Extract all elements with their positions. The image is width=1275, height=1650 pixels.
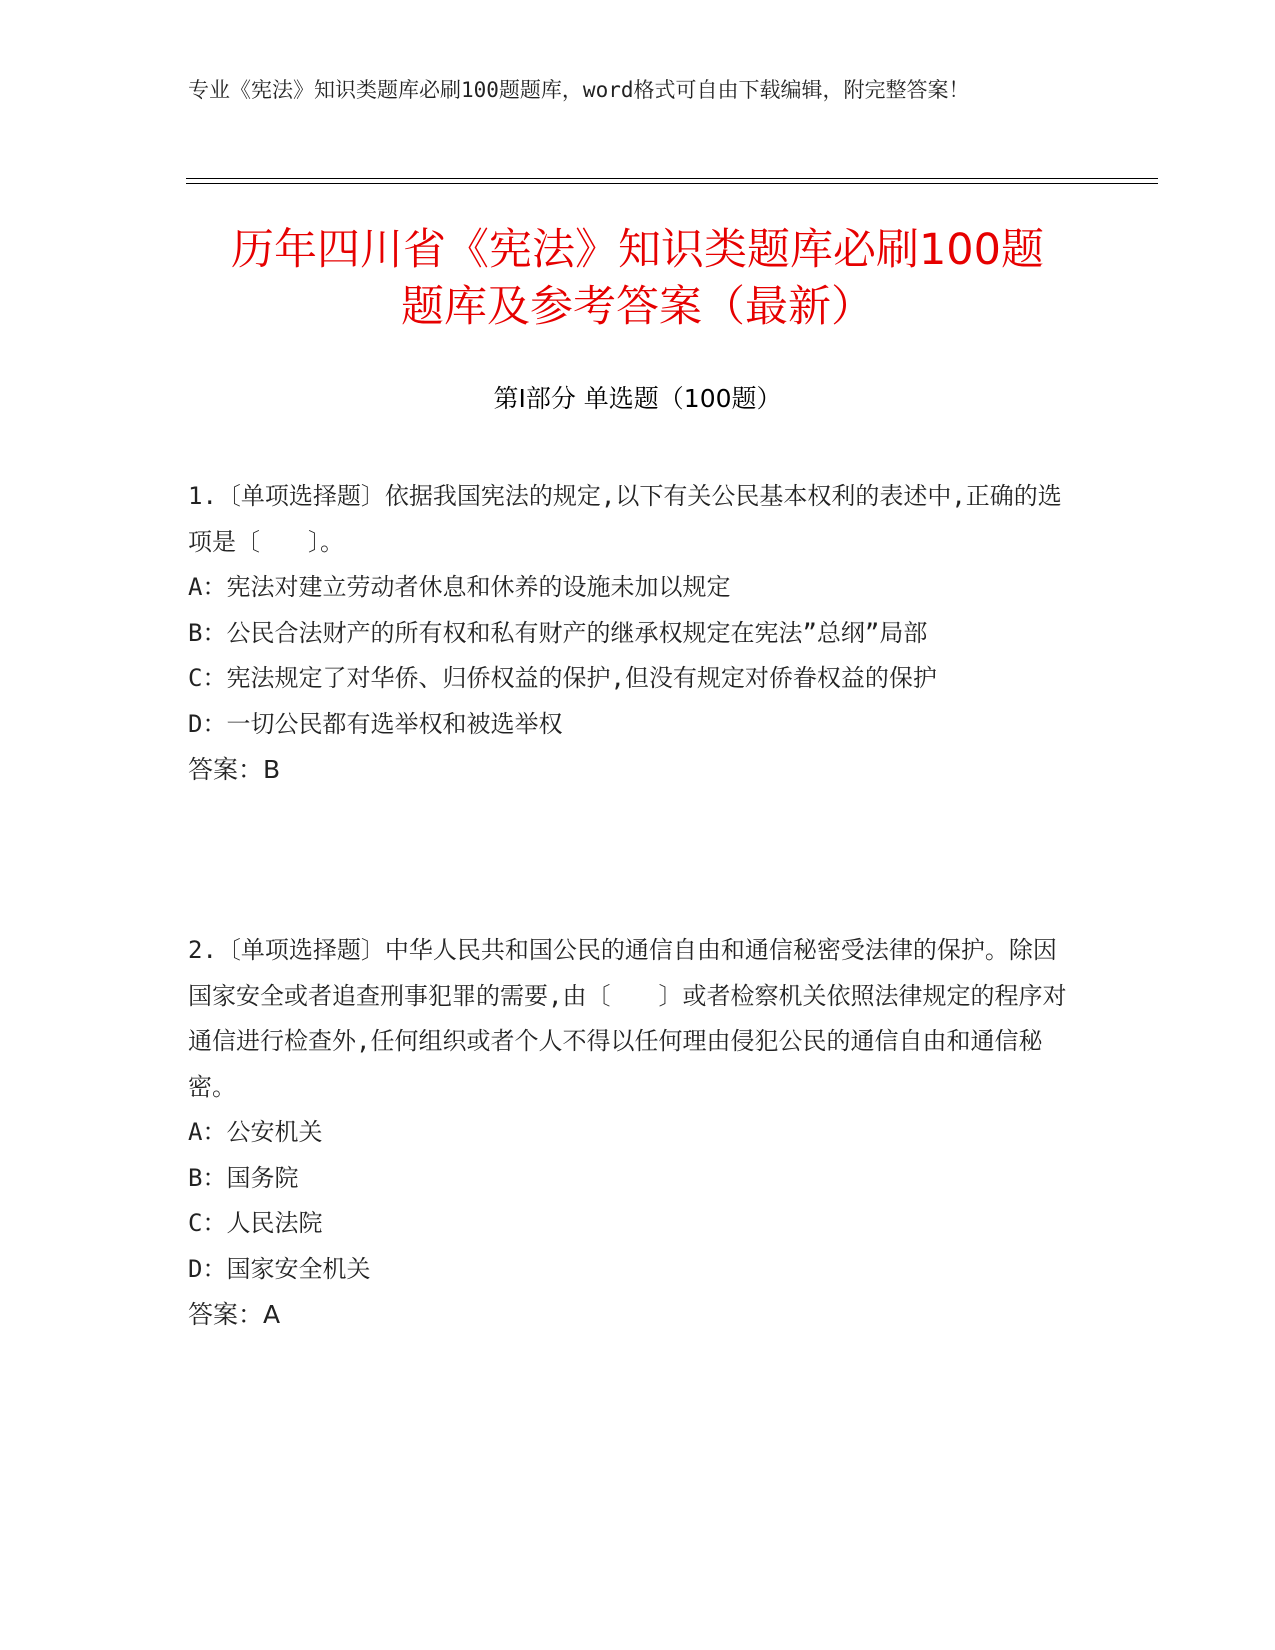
option-b: B：公民合法财产的所有权和私有财产的继承权规定在宪法”总纲”局部 — [188, 618, 928, 647]
title-line-2: 题库及参考答案（最新） — [401, 282, 874, 332]
question-1 — [188, 474, 1078, 793]
option-d: D：国家安全机关 — [188, 1254, 371, 1283]
option-d: D：一切公民都有选举权和被选举权 — [188, 709, 563, 738]
title-line-1: 历年四川省《宪法》知识类题库必刷100题 — [230, 225, 1045, 275]
answer: 答案：B — [188, 755, 281, 784]
option-c: C：人民法院 — [188, 1209, 323, 1237]
question-stem: 1.〔单项选择题〕依据我国宪法的规定,以下有关公民基本权利的表述中,正确的选项是〔 〕。 — [188, 482, 1062, 556]
section-title: 第Ⅰ部分 单选题（100题） — [493, 384, 782, 413]
header-note: 专业《宪法》知识类题库必刷100题题库，word格式可自由下载编辑，附完整答案！ — [188, 78, 970, 102]
option-a: A：公安机关 — [188, 1118, 323, 1146]
document-title — [150, 222, 1125, 336]
answer: 答案：A — [188, 1300, 281, 1329]
option-b: B：国务院 — [188, 1163, 299, 1192]
question-2 — [188, 928, 1078, 1338]
option-a: A：宪法对建立劳动者休息和休养的设施未加以规定 — [188, 573, 731, 601]
option-c: C：宪法规定了对华侨、归侨权益的保护,但没有规定对侨眷权益的保护 — [188, 664, 937, 692]
question-stem: 2.〔单项选择题〕中华人民共和国公民的通信自由和通信秘密受法律的保护。除因国家安全或者追查刑事犯罪的需要,由〔 〕或者检察机关依照法律规定的程序对通信进行检查外,任何组织或者个人不得以任何理由侵犯公民的通信自由和通信秘密。 — [188, 936, 1067, 1101]
header-divider-top — [186, 178, 1158, 179]
header-divider-bottom — [186, 183, 1158, 184]
